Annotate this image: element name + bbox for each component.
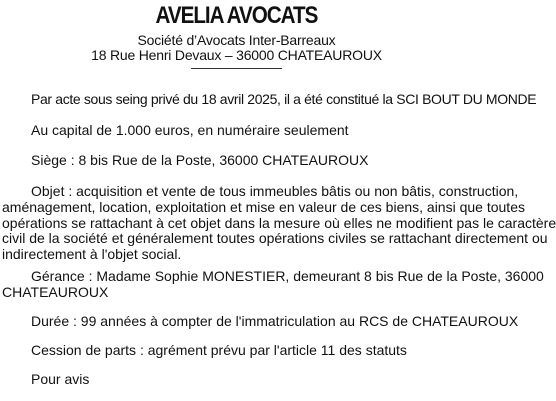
closing-text: Pour avis: [31, 371, 90, 387]
constitution-paragraph: Par acte sous seing privé du 18 avril 2025, il a été constitué la SCI BOUT DU MONDE: [31, 91, 537, 107]
gerance-line: Gérance : Madame Sophie MONESTIER, demeurant 8 bis Rue de la Poste, 36000: [31, 268, 544, 284]
siege-paragraph: Siège : 8 bis Rue de la Poste, 36000 CHATEAUROUX: [31, 152, 369, 168]
objet-line: Objet : acquisition et vente de tous immeubles bâtis ou non bâtis, construction,: [31, 183, 519, 199]
capital-paragraph: Au capital de 1.000 euros, en numéraire seulement: [31, 122, 349, 138]
objet-line: indirectement à l'objet social.: [2, 246, 182, 263]
objet-line: civil de la société et généralement toutes opérations civiles se rattachant directement ou: [2, 230, 548, 247]
gerance-line: CHATEAUROUX: [2, 283, 109, 300]
gerance-paragraph: [2, 268, 544, 301]
firm-name: AVELIA AVOCATS: [155, 2, 318, 29]
header-divider: [191, 68, 282, 69]
firm-subtitle: Société d’Avocats Inter-Barreaux: [137, 32, 336, 48]
objet-paragraph: [2, 183, 556, 263]
objet-line: opérations se rattachant à cet objet dans la mesure où elles ne modifient pas le caractère: [2, 214, 556, 231]
objet-line: aménagement, location, exploitation et mise en valeur de ces biens, ainsi que toutes: [2, 198, 525, 215]
duree-paragraph: Durée : 99 années à compter de l'immatriculation au RCS de CHATEAUROUX: [31, 313, 519, 329]
cession-paragraph: Cession de parts : agrément prévu par l'article 11 des statuts: [31, 342, 407, 358]
firm-address: 18 Rue Henri Devaux – 36000 CHATEAUROUX: [91, 47, 382, 63]
